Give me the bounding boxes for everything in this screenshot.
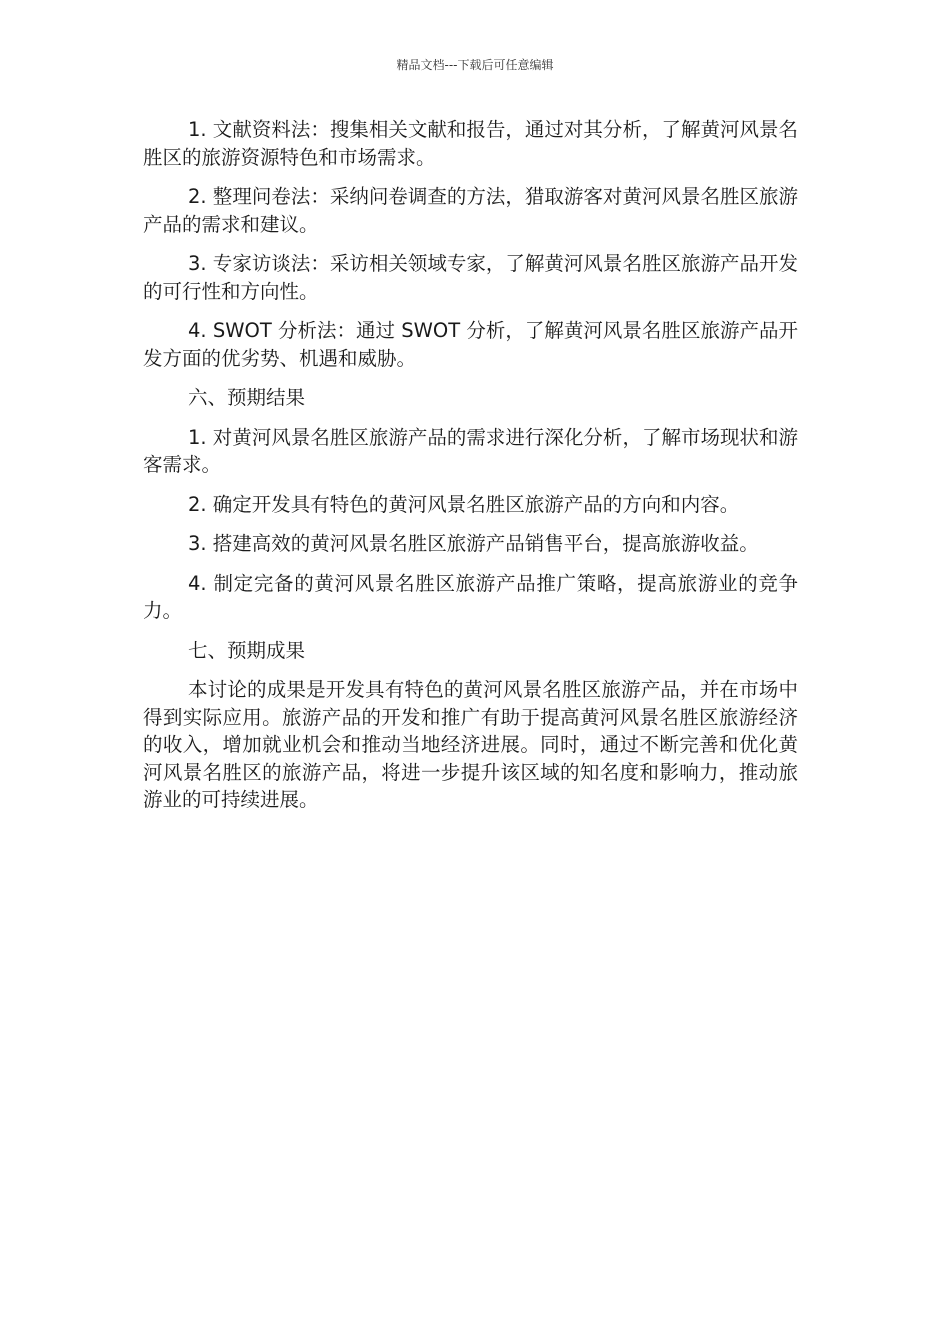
method-item-3: 3. 专家访谈法：采访相关领域专家，了解黄河风景名胜区旅游产品开发的可行性和方向性。 bbox=[143, 252, 798, 303]
method-item-2: 2. 整理问卷法：采纳问卷调查的方法，猎取游客对黄河风景名胜区旅游产品的需求和建议。 bbox=[143, 185, 798, 236]
result-item-3: 3. 搭建高效的黄河风景名胜区旅游产品销售平台，提高旅游收益。 bbox=[188, 532, 759, 555]
section-heading-expected-results: 六、预期结果 bbox=[188, 386, 306, 409]
result-item-2: 2. 确定开发具有特色的黄河风景名胜区旅游产品的方向和内容。 bbox=[188, 492, 740, 516]
outcome-paragraph: 本讨论的成果是开发具有特色的黄河风景名胜区旅游产品，并在市场中得到实际应用。旅游产品的开发和推广有助于提高黄河风景名胜区旅游经济的收入，增加就业机会和推动当地经济进展。同时，通过不断完善和优化黄河风景名胜区的旅游产品，将进一步提升该区域的知名度和影响力，推动旅游业的可持续进展。 bbox=[143, 678, 798, 811]
page-header: 精品文档---下载后可任意编辑 bbox=[396, 58, 554, 72]
method-item-1: 1. 文献资料法：搜集相关文献和报告，通过对其分析，了解黄河风景名胜区的旅游资源特色和市场需求。 bbox=[143, 118, 798, 169]
result-item-4: 4. 制定完备的黄河风景名胜区旅游产品推广策略，提高旅游业的竞争力。 bbox=[143, 571, 798, 622]
result-item-1: 1. 对黄河风景名胜区旅游产品的需求进行深化分析，了解市场现状和游客需求。 bbox=[143, 425, 798, 476]
method-item-4: 4. SWOT 分析法：通过 SWOT 分析，了解黄河风景名胜区旅游产品开发方面的优劣势、机遇和威胁。 bbox=[143, 319, 798, 370]
section-heading-expected-outcomes: 七、预期成果 bbox=[188, 638, 306, 662]
document-body bbox=[143, 116, 798, 826]
